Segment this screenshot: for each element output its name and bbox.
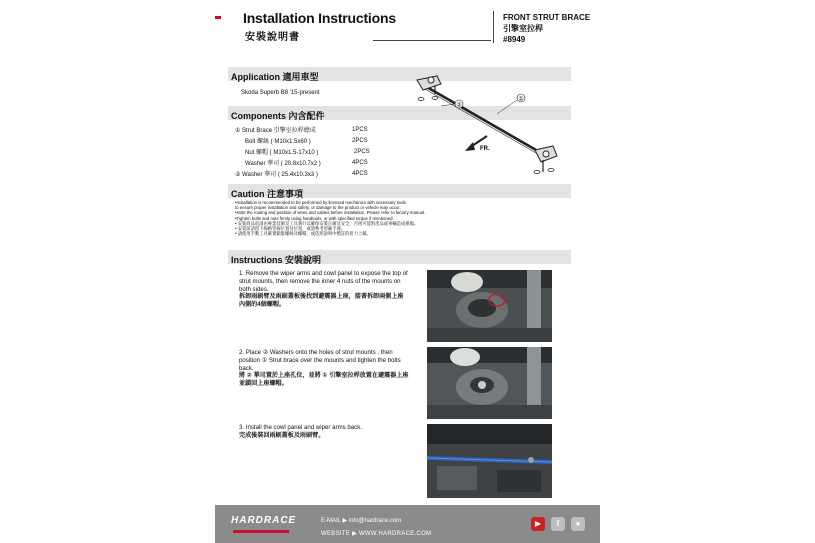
instructions-heading-bar bbox=[228, 250, 571, 264]
washer-part bbox=[418, 98, 424, 101]
component-row: Washer 華司 ( 20.8x10.7x2 ) bbox=[245, 161, 321, 167]
wechat-icon[interactable]: ● bbox=[571, 517, 585, 531]
instruction-step-2: 2. Place ② Washers onto the holes of strut mounts , then position ① Strut brace over the mounts and tighten the bolts back. 將 ② 華司置於上座孔位，並將 ① 引擎室拉桿放置在避震器上座並鎖回上座螺帽。 bbox=[239, 349, 409, 388]
step-2-photo bbox=[427, 347, 552, 419]
component-qty: 2PCS bbox=[352, 138, 368, 144]
facebook-icon[interactable]: f bbox=[551, 517, 565, 531]
footer bbox=[215, 505, 600, 543]
instruction-step-3: 3. Install the cowl panel and wiper arms back. 完成後裝回雨刷蓋板及雨刷臂。 bbox=[239, 424, 362, 439]
product-name-zh: 引擎室拉桿 bbox=[503, 24, 543, 33]
application-heading: Application 適用車型 bbox=[231, 72, 319, 82]
front-direction-label: FR. bbox=[480, 146, 490, 152]
component-row: ② Washer 華司 ( 25.4x10.3x3 ) bbox=[235, 172, 318, 178]
header-vertical-divider bbox=[493, 11, 494, 43]
header-divider bbox=[373, 40, 491, 41]
component-qty: 4PCS bbox=[352, 160, 368, 166]
contact-website[interactable]: WEBSITE ▶ WWW.HARDRACE.COM bbox=[321, 531, 432, 537]
components-heading: Components 內含配件 bbox=[231, 111, 325, 121]
instruction-step-1: 1. Remove the wiper arms and cowl panel to expose the top of strut mounts, then remove the inner 4 nuts of the mounts on both sides. 拆卸雨刷臂及雨刷蓋板後找到避震器上座，接著拆卸兩側上座內側的4個螺帽。 bbox=[239, 270, 408, 309]
caution-heading: Caution 注意事項 bbox=[231, 189, 303, 199]
vehicle-fitment: Skoda Superb B8 '15-present bbox=[241, 90, 320, 96]
strut-brace-diagram bbox=[395, 62, 575, 190]
caution-heading-bar bbox=[228, 184, 571, 198]
caution-text: •Installation is recommended to be performed by licensed mechanics with necessary tools to ensure proper installation and safety, or damage to the product or vehicle may occur. •Note the routing and position of wires and cables before installation. Please refer to factory manual. •Tighten bolts and nuts firmly using handtools, or with specified torque if mentioned. • 安裝商品前請由專業技師及工具執行以確保安裝正確及安全，否則可能對產品或車輛造成損傷。 • 安裝前請留下線路管線位置及位置，或請參考原廠手冊。 • 請使用手動工具確實鎖緊螺絲及螺帽，或依照說明中標註的扭力上鎖。 bbox=[235, 200, 426, 237]
instructions-heading: Instructions 安裝說明 bbox=[231, 255, 322, 265]
component-row: Nut 螺帽 ( M10x1.5-17x10 ) bbox=[245, 150, 319, 156]
page-title-zh: 安裝說明書 bbox=[245, 32, 300, 43]
brand-logo-stripe bbox=[233, 530, 289, 533]
product-info bbox=[503, 12, 590, 45]
contact-email[interactable]: E-MAIL ▶ info@hardrace.com bbox=[321, 518, 402, 524]
step-3-photo bbox=[427, 424, 552, 498]
component-row: Bolt 螺絲 ( M10x1.5x60 ) bbox=[245, 139, 311, 145]
product-name: FRONT STRUT BRACE bbox=[503, 13, 591, 22]
callout-2-label: ② bbox=[456, 101, 462, 109]
step-1-photo bbox=[427, 270, 552, 342]
instruction-sheet bbox=[215, 0, 600, 543]
header-accent-bar bbox=[215, 16, 221, 19]
part-number: #8949 bbox=[503, 35, 526, 44]
youtube-icon[interactable]: ▶ bbox=[531, 517, 545, 531]
callout-1-label: ① bbox=[518, 95, 524, 103]
brand-logo: HARDRACE bbox=[231, 515, 297, 526]
component-qty: 2PCS bbox=[354, 149, 370, 155]
component-qty: 4PCS bbox=[352, 171, 368, 177]
component-row: ① Strut Brace 引擎室拉桿總成 bbox=[235, 128, 316, 134]
page-title: Installation Instructions bbox=[243, 10, 396, 26]
brace-bar bbox=[425, 86, 543, 154]
component-qty: 1PCS bbox=[352, 127, 368, 133]
